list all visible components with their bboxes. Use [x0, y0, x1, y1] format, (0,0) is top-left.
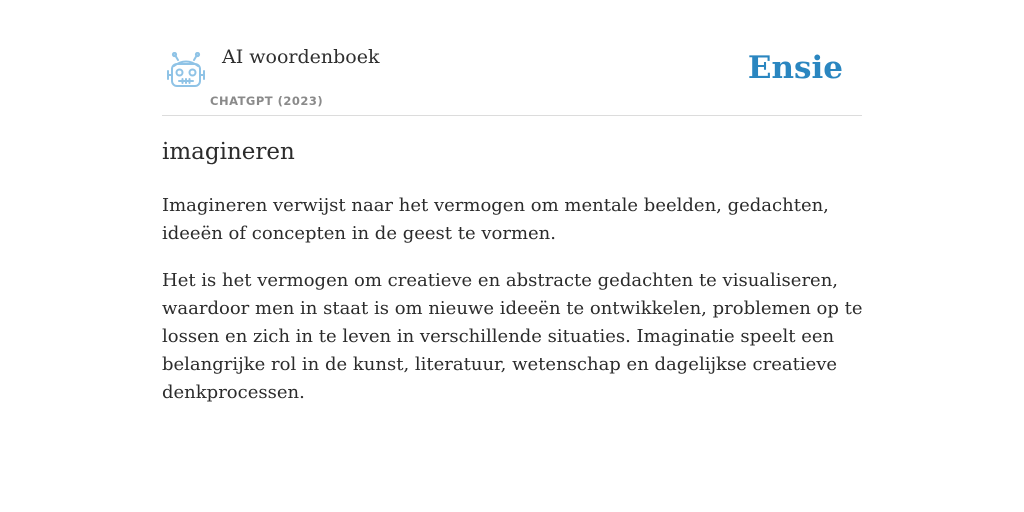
source-subtitle: CHATGPT (2023)	[210, 94, 324, 108]
entry-term: imagineren	[162, 139, 295, 165]
definition-paragraph: Imagineren verwijst naar het vermogen om mentale beelden, gedachten, ideeën of concepten in de geest te vormen.	[162, 195, 829, 244]
source-title[interactable]: AI woordenboek	[222, 46, 380, 68]
robot-icon	[165, 52, 207, 90]
brand-logo[interactable]: Ensie	[747, 50, 843, 86]
definition-paragraph: Het is het vermogen om creatieve en abstracte gedachten te visualiseren, waardoor men in staat is om nieuwe ideeën te ontwikkelen, problemen op te lossen en zich in te leven in verschillende situaties. Imaginatie speelt een belangrijke rol in de kunst, literatuur, wetenschap en dagelijkse creatieve denkprocessen.	[162, 270, 863, 403]
entry-definition	[162, 192, 867, 426]
entry-card	[162, 0, 863, 403]
source-header	[162, 0, 862, 116]
